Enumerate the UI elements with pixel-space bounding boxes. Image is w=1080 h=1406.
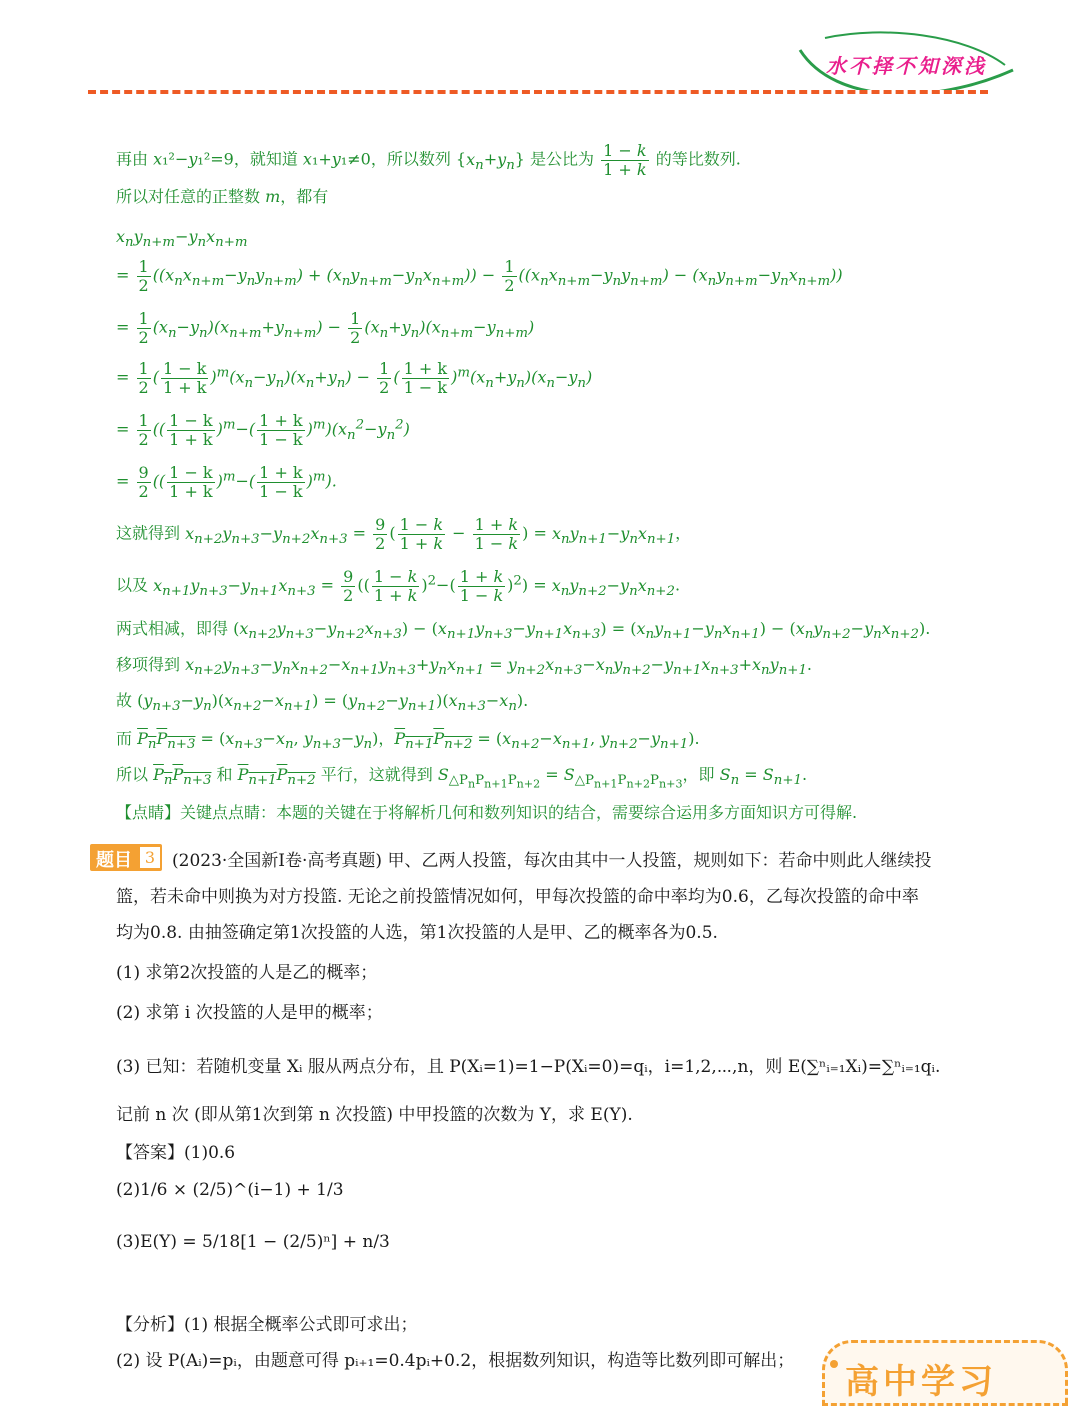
problem-line-2: 篮，若未命中则换为对方投篮. 无论之前投篮情况如何，甲每次投篮的命中率均为0.6，乙每次投篮的命中率 [116,887,919,907]
solution-line-8: = $\frac{9}{2}$ (( $\frac{1 - k}{1 + k}$ )$^m$−( $\frac{1 + k}{1 - k}$ )$^m$). [116,463,337,501]
analysis-2: (2) 设 P(Aᵢ)=pᵢ，由题意可得 pᵢ₊₁=0.4pᵢ+0.2，根据数列知识，构造等比数列即可解出； [116,1351,795,1371]
problem-tag-label: 题目 [96,850,132,871]
answer-3: (3)E(Y) = 5/18[1 − (2/5)ⁿ] + n/3 [116,1232,390,1252]
analysis-1: 【分析】(1) 根据全概率公式即可求出； [116,1315,418,1335]
header-slogan: 水不择不知深浅 [826,54,987,78]
problem-line-1: (2023·全国新Ⅰ卷·高考真题) 甲、乙两人投篮，每次由其中一人投篮，规则如下：若命中则此人继续投 [172,851,932,871]
problem-number: 3 [140,847,160,868]
answer-1: 【答案】(1)0.6 [116,1143,236,1163]
solution-line-10: 以及 $x_{n+1}y_{n+3}-y_{n+1}x_{n+3}$ = $\frac{9}{2}$ (( $\frac{1 - k}{1 + k}$ )$^2$−( $\frac{1 + k}{1 - k}$ )$^2) = x_ny_{n+2}-y_nx_{n+2}$. [116,567,681,605]
answer-2: (2)1/6 × (2/5)^(i−1) + 1/3 [116,1180,344,1200]
solution-line-9: 这就得到 $x_{n+2}y_{n+3}-y_{n+2}x_{n+3}$ = $\frac{9}{2}$ ( $\frac{1 - k}{1 + k}$ − $\frac{1 + k}{1 - k}$ ) = $x_ny_{n+1}-y_nx_{n+1}$， [116,515,692,553]
solution-line-12: 移项得到 $x_{n+2}y_{n+3}-y_nx_{n+2}-x_{n+1}y_{n+3}+y_nx_{n+1} = y_{n+2}x_{n+3}-x_ny_{n+2}-y_{n+1}x_{n+3}+x_ny_{n+1}$. [116,655,813,679]
question-3: (3) 已知：若随机变量 Xᵢ 服从两点分布，且 P(Xᵢ=1)=1−P(Xᵢ=0)=qᵢ，i=1,2,⋯,n，则 E(∑ⁿᵢ₌₁Xᵢ)=∑ⁿᵢ₌₁qᵢ. [116,1057,941,1077]
question-3-continued: 记前 n 次 (即从第1次到第 n 次投篮) 中甲投篮的次数为 Y，求 E(Y). [116,1105,633,1125]
solution-line-5: = $\frac{1}{2}$ $(x_n-y_n)(x_{n+m}+y_{n+m})$ − $\frac{1}{2}$ $(x_n+y_n)(x_{n+m}-y_{n+m})$ [116,309,535,347]
solution-line-11: 两式相减，即得 $(x_{n+2}y_{n+3}-y_{n+2}x_{n+3}) - (x_{n+1}y_{n+3}-y_{n+1}x_{n+3}) = (x_ny_{n+1}-y_nx_{n+1}) - (x_ny_{n+2}-y_nx_{n+2})$. [116,619,931,643]
solution-line-7: = $\frac{1}{2}$ (( $\frac{1 - k}{1 + k}$ )$^m$−( $\frac{1 + k}{1 - k}$ )$^m)(x_n^2-y_n^2)$ [116,411,410,449]
problem-line-3: 均为0.8. 由抽签确定第1次投篮的人选，第1次投篮的人是甲、乙的概率各为0.5. [116,923,718,943]
badge-dot-icon [830,1360,838,1368]
solution-line-13: 故 $(y_{n+3}-y_n)(x_{n+2}-x_{n+1}) = (y_{n+2}-y_{n+1})(x_{n+3}-x_n)$. [116,691,529,715]
question-1: (1) 求第2次投篮的人是乙的概率； [116,963,378,983]
solution-line-2: 所以对任意的正整数 m，都有 [116,187,329,206]
key-point-note: 【点睛】关键点点睛：本题的关键在于将解析几何和数列知识的结合，需要综合运用多方面知识方可得解. [116,803,858,822]
solution-line-4: = $\frac{1}{2}$ $((x_nx_{n+m}-y_ny_{n+m}) + (x_ny_{n+m}-y_nx_{n+m}))$ − $\frac{1}{2}$ $((x_nx_{n+m}-y_ny_{n+m}) - (x_ny_{n+m}-y_nx_{n+m}))$ [116,257,843,295]
header-divider [88,90,988,94]
solution-line-1: 再由 x₁²−y₁²=9，就知道 x₁+y₁≠0，所以数列 $\{x_n+y_n\}$ 是公比为 $\frac{1 - k}{1 + k}$ 的等比数列. [116,141,741,179]
solution-line-14: 而 $P_nP_{n+3} = (x_{n+3}-x_n$, $y_{n+3}-y_n$)，$P_{n+1}P_{n+2} = (x_{n+2}-x_{n+1}$, $y_{n+2}-y_{n+1}$). [116,729,700,753]
corner-badge-text: 高中学习 [845,1362,997,1402]
solution-line-3: $x_ny_{n+m}-y_nx_{n+m}$ [116,227,248,251]
solution-line-15: 所以 $P_nP_{n+3}$ 和 $P_{n+1}P_{n+2}$ 平行，这就得到 $S_{\triangle P_nP_{n+1}P_{n+2}} = S_{\triangle P_{n+1}P_{n+2}P_{n+3}}$，即 $S_n = S_{n+1}$. [116,765,808,791]
question-2: (2) 求第 i 次投篮的人是甲的概率； [116,1003,383,1023]
solution-line-6: = $\frac{1}{2}$ ( $\frac{1 - k}{1 + k}$ )$^m(x_n-y_n)(x_n+y_n)$ − $\frac{1}{2}$ ( $\frac{1 + k}{1 - k}$ )$^m(x_n+y_n)(x_n-y_n)$ [116,359,593,397]
